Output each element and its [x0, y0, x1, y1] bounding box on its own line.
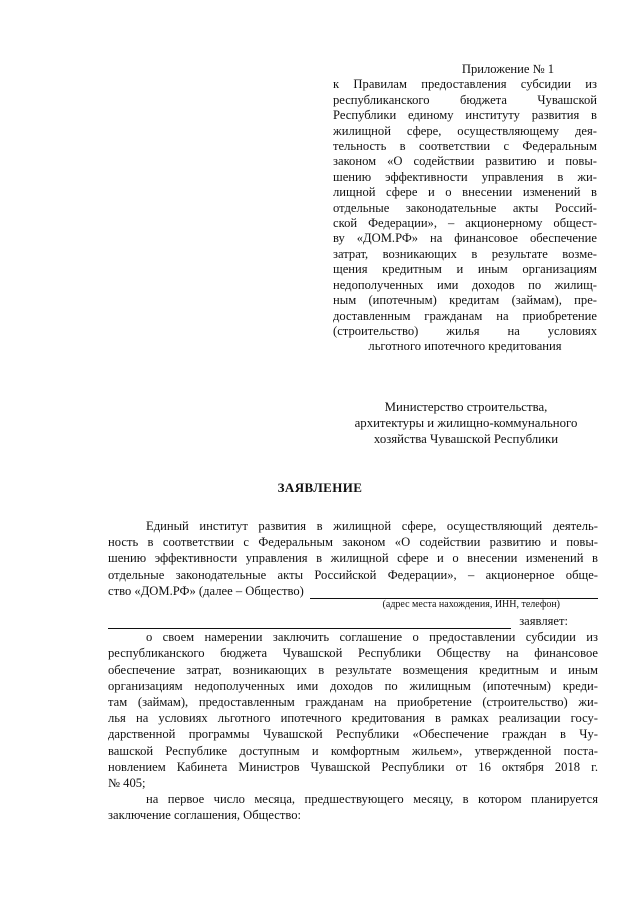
paragraph-line: лья на условиях льготного ипотечного кредитования в рамках реализации госу- — [108, 711, 598, 726]
company-details-field-continued[interactable] — [108, 616, 511, 629]
paragraph-line: новлением Кабинета Министров Чувашской Республики от 16 октября 2018 г. — [108, 759, 598, 774]
company-prefix: ство «ДОМ.РФ» (далее – Общество) — [108, 583, 304, 598]
document-heading: ЗАЯВЛЕНИЕ — [277, 480, 363, 495]
paragraph-line: обеспечение затрат, возникающих в результате возмещения кредитным и иным — [108, 662, 598, 677]
statement-body — [108, 518, 598, 824]
intro-line: ность в соответствии с Федеральным законом «О содействии развитию и повы- — [108, 535, 598, 550]
declares-row — [108, 613, 598, 629]
appendix-line: затрат, возникающих в результате возме- — [333, 246, 597, 261]
addressee-block — [330, 399, 602, 447]
company-details-row — [108, 583, 598, 599]
appendix-line: (строительство) жилья на условиях — [333, 323, 597, 338]
appendix-line: законом «О содействии развитию и повы- — [333, 154, 597, 169]
appendix-line: щения кредитным и иным организациям — [333, 262, 597, 277]
appendix-line: отдельные законодательные акты Россий- — [333, 200, 597, 215]
appendix-line: республиканского бюджета Чувашской — [333, 92, 597, 107]
appendix-line: недополученных ими доходов по жилищ- — [333, 277, 597, 292]
addressee-line: хозяйства Чувашской Республики — [373, 432, 559, 446]
appendix-line: ным (ипотечным) кредитам (займам), пре- — [333, 293, 597, 308]
appendix-block — [333, 62, 597, 355]
appendix-line: к Правилам предоставления субсидии из — [333, 77, 597, 92]
appendix-line: жилищной сфере, осуществляющему дея- — [333, 123, 597, 138]
paragraph-line: вашской Республике доступным и комфортным жильем», утвержденной поста- — [108, 743, 598, 758]
paragraph-line: организациям недополученных ими доходов по жилищным (ипотечным) креди- — [108, 678, 598, 693]
company-details-hint: (адрес места нахождения, ИНН, телефон) — [382, 599, 560, 611]
appendix-line: ской Федерации», – акционерному общест- — [333, 216, 597, 231]
paragraph-line: на первое число месяца, предшествующего месяцу, в котором планируется — [146, 792, 598, 807]
appendix-line: Республики единому институту развития в — [333, 108, 597, 123]
paragraph-line: дарственной программы Чувашской Республики «Обеспечение граждан в Чу- — [108, 727, 598, 742]
paragraph-line: республиканского бюджета Чувашской Республики Обществу на финансовое — [108, 646, 598, 661]
intro-line: шению эффективности управления в жилищной сфере и о внесении изменений в — [108, 551, 598, 566]
paragraph-line: там (займам), предоставленным гражданам на приобретение (строительство) жи- — [108, 695, 598, 710]
appendix-line: льготного ипотечного кредитования — [368, 339, 562, 354]
paragraph-line: о своем намерении заключить соглашение о предоставлении субсидии из — [146, 630, 598, 645]
intro-line: Единый институт развития в жилищной сфере, осуществляющий деятель- — [146, 519, 598, 533]
declares-word: заявляет: — [519, 614, 568, 629]
paragraph-line: заключение соглашения, Общество: — [108, 808, 302, 823]
appendix-title: Приложение № 1 — [461, 62, 555, 76]
intro-line: отдельные законодательные акты Российской Федерации», – акционерное обще- — [108, 567, 598, 582]
appendix-line: ву «ДОМ.РФ» на финансовое обеспечение — [333, 231, 597, 246]
appendix-line: шению эффективности управления в жи- — [333, 169, 597, 184]
addressee-line: архитектуры и жилищно-коммунального — [354, 416, 578, 430]
appendix-line: тельность в соответствии с Федеральным — [333, 139, 597, 154]
appendix-line: доставленным гражданам на приобретение — [333, 308, 597, 323]
company-details-field[interactable] — [310, 586, 598, 599]
addressee-line: Министерство строительства, — [384, 400, 548, 414]
appendix-line: лищной сфере и о внесении изменений в — [333, 185, 597, 200]
paragraph-line: № 405; — [108, 776, 146, 791]
